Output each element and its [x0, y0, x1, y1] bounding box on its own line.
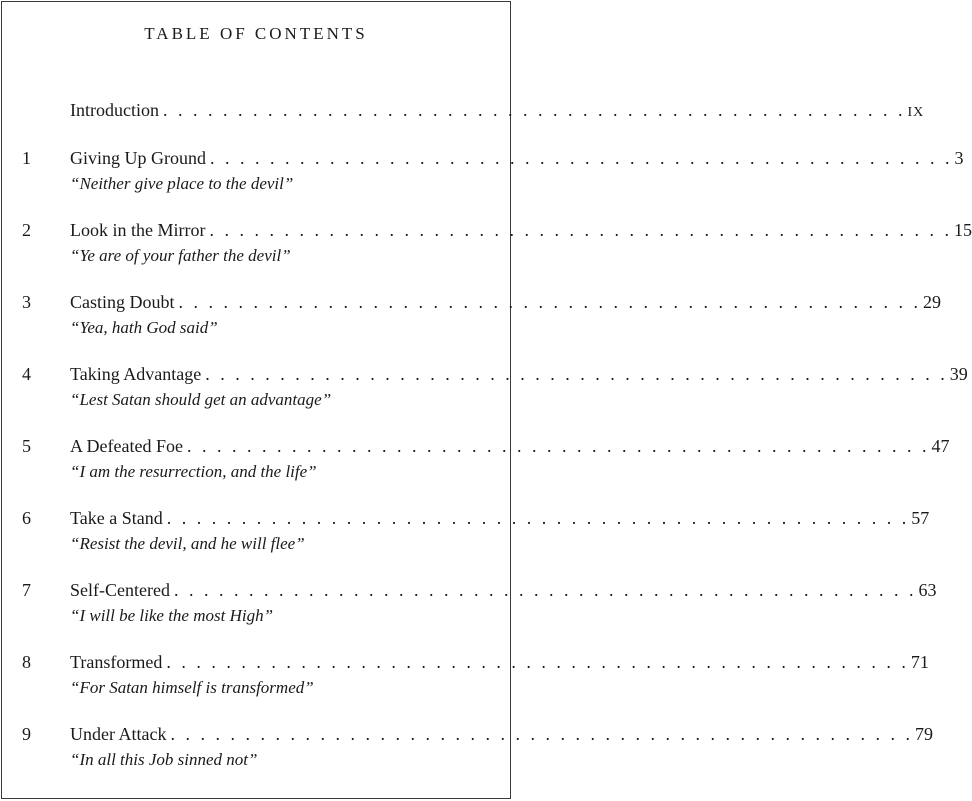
toc-entry-line	[70, 292, 942, 313]
toc-entry-chapter-4	[2, 364, 968, 420]
dot-leader: . . . . . . . . . . . . . . . . . . . . . . . . . . . . . . . . . . . . . . . . . . . . . . . . . .	[173, 580, 917, 600]
toc-entry-line	[70, 580, 937, 601]
dot-leader: . . . . . . . . . . . . . . . . . . . . . . . . . . . . . . . . . . . . . . . . . . . . . . . . . .	[209, 220, 952, 240]
chapter-title: Giving Up Ground	[70, 148, 206, 168]
page-number: 79	[914, 724, 933, 744]
toc-entry-line	[70, 436, 950, 457]
chapter-quote: “I am the resurrection, and the life”	[70, 462, 317, 481]
toc-page	[1, 1, 972, 799]
dot-leader: . . . . . . . . . . . . . . . . . . . . . . . . . . . . . . . . . . . . . . . . . . . . . . . . . .	[178, 292, 922, 312]
toc-entry-chapter-2	[2, 220, 972, 276]
dot-leader: . . . . . . . . . . . . . . . . . . . . . . . . . . . . . . . . . . . . . . . . . . . . . . . . . .	[162, 100, 906, 120]
chapter-quote: “Resist the devil, and he will flee”	[70, 534, 305, 553]
chapter-number: 5	[22, 436, 31, 456]
toc-entry-chapter-6	[2, 508, 930, 564]
page-number: 57	[911, 508, 930, 528]
dot-leader: . . . . . . . . . . . . . . . . . . . . . . . . . . . . . . . . . . . . . . . . . . . . . . . . . .	[205, 364, 948, 384]
page-number: 71	[910, 652, 929, 672]
chapter-quote: “For Satan himself is transformed”	[70, 678, 314, 697]
chapter-quote: “Yea, hath God said”	[70, 318, 218, 337]
dot-leader: . . . . . . . . . . . . . . . . . . . . . . . . . . . . . . . . . . . . . . . . . . . . . . . . . .	[186, 436, 930, 456]
chapter-number: 9	[22, 724, 31, 744]
toc-entry-line	[70, 100, 925, 121]
toc-entry-chapter-9	[2, 724, 933, 780]
toc-entry-chapter-8	[2, 652, 929, 708]
toc-entry-line	[70, 724, 933, 745]
chapter-title: Self-Centered	[70, 580, 170, 600]
chapter-title: Introduction	[70, 100, 159, 120]
page-number: 47	[931, 436, 950, 456]
toc-entry-line	[70, 364, 968, 385]
chapter-title: Look in the Mirror	[70, 220, 206, 240]
chapter-number: 1	[22, 148, 31, 168]
chapter-quote: “I will be like the most High”	[70, 606, 274, 625]
toc-entry-chapter-1	[2, 148, 964, 204]
chapter-quote: “Neither give place to the devil”	[70, 174, 294, 193]
chapter-title: Casting Doubt	[70, 292, 175, 312]
dot-leader: . . . . . . . . . . . . . . . . . . . . . . . . . . . . . . . . . . . . . . . . . . . . . . . . . .	[170, 724, 913, 744]
dot-leader: . . . . . . . . . . . . . . . . . . . . . . . . . . . . . . . . . . . . . . . . . . . . . . . . . .	[166, 508, 910, 528]
page-title: TABLE OF CONTENTS	[144, 24, 368, 43]
toc-entry-line	[70, 220, 972, 241]
chapter-number: 8	[22, 652, 31, 672]
chapter-title: A Defeated Foe	[70, 436, 183, 456]
toc-entry-line	[70, 148, 964, 169]
toc-entry-chapter-5	[2, 436, 950, 492]
chapter-number: 7	[22, 580, 31, 600]
chapter-number: 3	[22, 292, 31, 312]
toc-entry-chapter-7	[2, 580, 937, 636]
toc-entry-chapter-3	[2, 292, 942, 348]
page-number: 3	[954, 148, 964, 168]
chapter-title: Taking Advantage	[70, 364, 202, 384]
chapter-quote: “In all this Job sinned not”	[70, 750, 258, 769]
toc-entry-line	[70, 508, 930, 529]
chapter-title: Transformed	[70, 652, 163, 672]
page-number: 39	[949, 364, 968, 384]
chapter-number: 4	[22, 364, 31, 384]
toc-entry-line	[70, 652, 929, 673]
chapter-number: 6	[22, 508, 31, 528]
page-number: 63	[918, 580, 937, 600]
chapter-quote: “Ye are of your father the devil”	[70, 246, 291, 265]
page-number: 29	[923, 292, 942, 312]
chapter-title: Under Attack	[70, 724, 167, 744]
page-number: 15	[953, 220, 972, 240]
dot-leader: . . . . . . . . . . . . . . . . . . . . . . . . . . . . . . . . . . . . . . . . . . . . . . . . . .	[166, 652, 909, 672]
page-number: IX	[907, 105, 925, 120]
dot-leader: . . . . . . . . . . . . . . . . . . . . . . . . . . . . . . . . . . . . . . . . . . . . . . . . . .	[210, 148, 953, 168]
chapter-number: 2	[22, 220, 31, 240]
chapter-title: Take a Stand	[70, 508, 163, 528]
chapter-quote: “Lest Satan should get an advantage”	[70, 390, 332, 409]
